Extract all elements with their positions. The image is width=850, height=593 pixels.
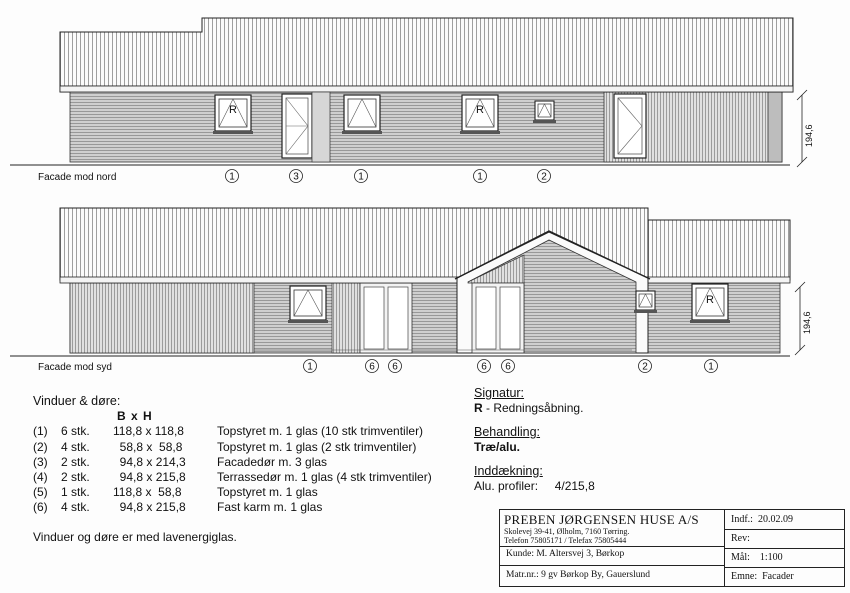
scale-field: Mål: 1:100 bbox=[725, 548, 844, 568]
north-roof bbox=[60, 18, 793, 92]
rescue-opening-mark: R bbox=[229, 104, 237, 116]
indf-field: Indf.: 20.02.09 bbox=[725, 510, 844, 530]
north-facade bbox=[10, 18, 814, 183]
window-mark: 1 bbox=[307, 361, 313, 373]
window-mark: 1 bbox=[477, 171, 483, 183]
window-mark: 6 bbox=[369, 361, 375, 373]
north-gable-end bbox=[768, 92, 782, 162]
legend-row: (2) 4 stk. 58,8 x 58,8 Topstyret m. 1 glas (2 stk trimventiler) bbox=[33, 439, 417, 454]
legend-subheading: B x H bbox=[117, 409, 153, 424]
north-dimension bbox=[797, 90, 814, 167]
company-address: Skolevej 39-41, Ølholm, 7160 Tørring. Telefon 75805171 / Telefax 75805444 bbox=[504, 527, 630, 545]
north-window-3 bbox=[460, 95, 500, 134]
legend-row: (6) 4 stk. 94,8 x 215,8 Fast karm m. 1 glas bbox=[33, 500, 323, 515]
window-mark: 1 bbox=[358, 171, 364, 183]
south-window-marks bbox=[304, 360, 718, 373]
north-window-2 bbox=[342, 95, 382, 134]
south-roof-right bbox=[648, 220, 790, 280]
south-facade bbox=[10, 208, 812, 373]
south-facade-label: Facade mod syd bbox=[38, 362, 112, 373]
window-mark: 6 bbox=[392, 361, 398, 373]
north-facade-label: Facade mod nord bbox=[38, 172, 117, 183]
legend-heading: Vinduer & døre: bbox=[33, 394, 121, 408]
svg-text:194,6: 194,6 bbox=[802, 311, 812, 334]
inddaekning-label: Alu. profiler: bbox=[474, 479, 539, 493]
title-block bbox=[499, 509, 845, 587]
inddaekning-value: 4/215,8 bbox=[554, 479, 595, 493]
window-mark: 1 bbox=[229, 171, 235, 183]
rev-field: Rev: bbox=[725, 529, 844, 549]
rescue-opening-mark: R bbox=[476, 104, 484, 116]
rescue-opening-mark: R bbox=[706, 294, 714, 306]
window-mark: 3 bbox=[293, 171, 299, 183]
legend-row: (4) 2 stk. 94,8 x 215,8 Terrassedør m. 1 glas (4 stk trimventiler) bbox=[33, 470, 432, 485]
south-window-small bbox=[634, 291, 657, 313]
window-mark: 1 bbox=[708, 361, 714, 373]
north-window-small bbox=[533, 101, 556, 123]
spec-notes bbox=[474, 386, 595, 503]
behandling-title: Behandling: bbox=[474, 425, 541, 439]
north-roof-fascia bbox=[60, 86, 793, 92]
window-mark: 2 bbox=[541, 171, 547, 183]
south-window-2 bbox=[690, 284, 730, 323]
south-dimension bbox=[795, 282, 812, 355]
signatur-title: Signatur: bbox=[474, 386, 525, 400]
svg-text:194,6: 194,6 bbox=[804, 124, 814, 147]
north-door-right bbox=[614, 94, 646, 158]
legend-row: (5) 1 stk. 118,8 x 58,8 Topstyret m. 1 glas bbox=[33, 485, 318, 500]
signatur-key: R bbox=[474, 401, 483, 415]
subject-field: Emne: Facader bbox=[731, 571, 794, 582]
window-mark: 2 bbox=[642, 361, 648, 373]
north-window-marks bbox=[226, 170, 551, 183]
company-name: PREBEN JØRGENSEN HUSE A/S bbox=[504, 512, 699, 527]
inddaekning-title: Inddækning: bbox=[474, 464, 543, 478]
legend-row: (3) 2 stk. 94,8 x 214,3 Facadedør m. 3 glas bbox=[33, 454, 328, 469]
window-mark: 6 bbox=[481, 361, 487, 373]
cadastral-number: Matr.nr.: 9 gv Børkop By, Gauerslund bbox=[506, 570, 650, 580]
south-window-1 bbox=[288, 286, 328, 323]
south-wall-vertical bbox=[70, 283, 254, 353]
customer: Kunde: M. Altersvej 3, Børkop bbox=[506, 549, 625, 559]
windows-doors-legend bbox=[33, 394, 432, 545]
north-door-3 bbox=[282, 94, 312, 158]
behandling-value: Træ/alu. bbox=[474, 440, 521, 454]
north-window-1 bbox=[213, 95, 253, 134]
window-mark: 6 bbox=[505, 361, 511, 373]
signatur-text: - Redningsåbning. bbox=[482, 401, 584, 415]
legend-note: Vinduer og døre er med lavenergiglas. bbox=[33, 529, 237, 544]
legend-row: (1) 6 stk. 118,8 x 118,8 Topstyret m. 1 glas (10 stk trimventiler) bbox=[33, 424, 424, 439]
